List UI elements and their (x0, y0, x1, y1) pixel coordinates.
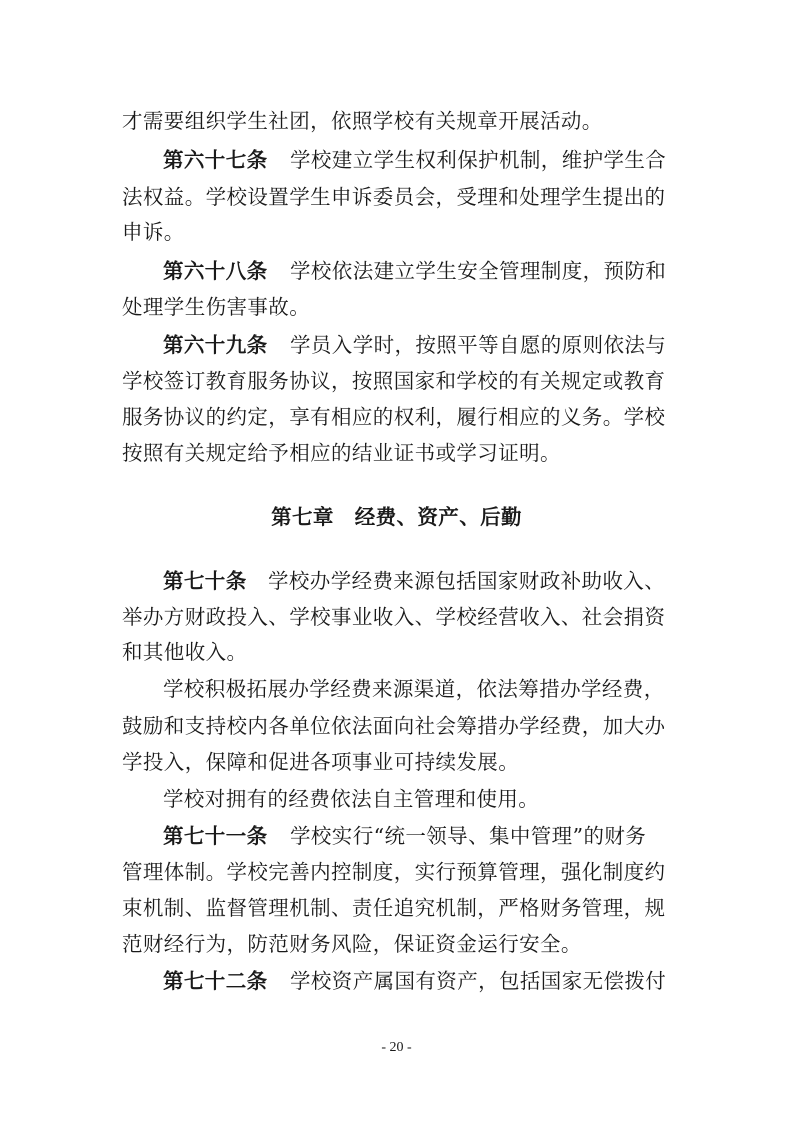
chapter-heading: 第七章 经费、资产、后勤 (271, 505, 522, 529)
article-label: 第六十七条 (163, 148, 268, 172)
article-label: 第七十一条 (163, 824, 268, 848)
article-label: 第六十八条 (163, 259, 268, 283)
article-label: 第七十二条 (163, 969, 268, 993)
article-label: 第七十条 (163, 569, 247, 593)
document-page: 才需要组织学生社团，依照学校有关规章开展活动。 第六十七条 学校建立学生权利保护机制，维护学生合 法权益。学校设置学生申诉委员会，受理和处理学生提出的 申诉。 第六十八条 学校依法建立学生安全管理制度，预防和 处理学生伤害事故。 第六十九条 学员入学时，按照平等自愿的原则依法与 学校签订教育服务协议，按照国家和学校的有关规定或教育 服务协议的约定，享有相应的权利，履行相应的义务。学校 按照有关规定给予相应的结业证书或学习证明。 第七章 经费、资产、后勤 第七十条 学校办学经费来源包括国家财政补助收入、 举办方财政投入、学校事业收入、学校经营收入、社会捐资 和其他收入。 学校积极拓展办学经费来源渠道，依法筹措办学经费， 鼓励和支持校内各单位依法面向社会筹措办学经费，加大办 学投入，保障和促进各项事业可持续发展。 学校对拥有的经费依法自主管理和使用。 第七十一条 学校实行“统一领导、集中管理”的财务 管理体制。学校完善内控制度，实行预算管理，强化制度约 束机制、监督管理机制、责任追究机制，严格财务管理，规 范财经行为，防范财务风险，保证资金运行安全。 第七十二条 学校资产属国有资产，包括国家无偿拨付 - 20 - (0, 0, 793, 1122)
page-number: - 20 - (381, 1040, 412, 1055)
article-label: 第六十九条 (163, 333, 268, 357)
